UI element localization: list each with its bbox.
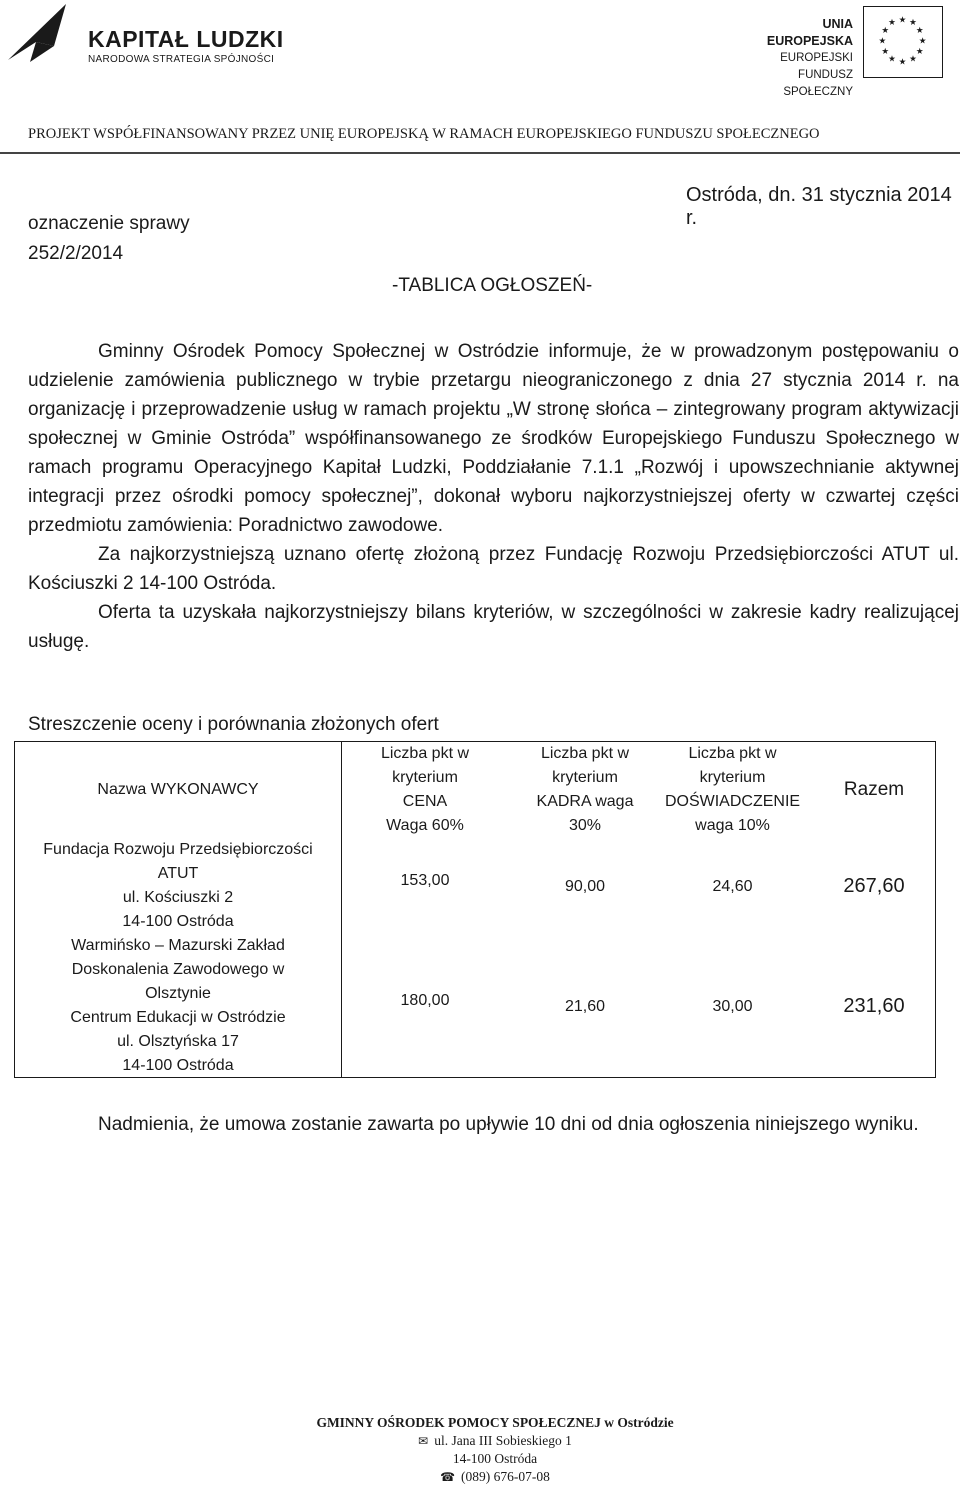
table-row-1-contractor <box>15 838 341 934</box>
eu-flag-icon <box>863 6 943 78</box>
header-staff-line: KADRA waga <box>536 793 634 810</box>
place-date: Ostróda, dn. 31 stycznia 2014 r. <box>686 184 952 229</box>
contractor-name-line: Fundacja Rozwoju Przedsiębiorczości <box>43 841 313 858</box>
summary-title: Streszczenie oceny i porównania złożonych ofert <box>28 714 439 735</box>
row-1-total: 267,60 <box>843 875 905 897</box>
row-2-staff-points: 21,60 <box>564 998 606 1015</box>
board-title: -TABLICA OGŁOSZEŃ- <box>392 275 593 296</box>
svg-text:★: ★ <box>881 46 890 57</box>
svg-text:★: ★ <box>915 46 924 57</box>
contractor-name-line: Olsztynie <box>145 985 211 1002</box>
logo-tagline: NARODOWA STRATEGIA SPÓJNOŚCI <box>88 54 275 65</box>
project-cofinancing-line: PROJEKT WSPÓŁFINANSOWANY PRZEZ UNIĘ EUROPEJSKĄ W RAMACH EUROPEJSKIEGO FUNDUSZU SPOŁECZNEGO <box>28 126 820 142</box>
footer-phone: (089) 676-07-08 <box>461 1469 550 1484</box>
paragraph-decision: Gminny Ośrodek Pomocy Społecznej w Ostródzie informuje, że w prowadzonym postępowaniu o udzielenie zamówienia publicznego w trybie przetargu nieograniczonego z dnia 27 stycznia 2014 r. na organizację i przeprowadzenie usług w ramach projektu „W stronę słońca – zintegrowany program aktywizacji społecznej w Gminie Ostróda” współfinansowanego ze środków Europejskiego Funduszu Społecznego w ramach programu Operacyjnego Kapitał Ludzki, Poddziałanie 7.1.1 „Rozwój i upowszechnianie aktywnej integracji przez ośrodki pomocy społecznej”, dokonał wyboru najkorzystniejszej oferty w czwartej części przedmiotu zamówienia: Poradnictwo zawodowe. <box>28 341 959 536</box>
svg-text:★: ★ <box>918 36 927 47</box>
announcement-body <box>28 337 959 656</box>
contractor-name-line: Warmińsko – Mazurski Zakład <box>71 937 285 954</box>
table-column-divider <box>341 742 342 1077</box>
svg-text:★: ★ <box>888 18 896 29</box>
row-2-total: 231,60 <box>843 995 905 1017</box>
svg-text:★: ★ <box>888 54 896 65</box>
header-price-line: Waga 60% <box>386 817 464 834</box>
header-price-line: kryterium <box>392 769 458 786</box>
contractor-city-line: 14-100 Ostróda <box>122 913 234 930</box>
contractor-address-line: ul. Kościuszki 2 <box>122 889 234 906</box>
header-divider <box>0 152 960 154</box>
svg-text:★: ★ <box>909 54 917 65</box>
phone-icon: ☎ <box>440 1470 456 1484</box>
header-contractor-name: Nazwa WYKONAWCY <box>97 781 259 798</box>
closing-note <box>28 1110 959 1139</box>
eu-logo-line2: EUROPEJSKI <box>780 52 853 64</box>
footer-org-name: GMINNY OŚRODEK POMOCY SPOŁECZNEJ w Ostródzie <box>316 1415 674 1430</box>
kapital-ludzki-mark-icon <box>6 2 68 64</box>
footer-phone-line <box>0 1468 960 1486</box>
header-experience-line: waga 10% <box>695 817 770 834</box>
envelope-icon: ✉ <box>418 1434 429 1448</box>
contractor-name-line: Centrum Edukacji w Ostródzie <box>70 1009 286 1026</box>
footer <box>0 1414 960 1486</box>
eu-logo-line3: FUNDUSZ SPOŁECZNY <box>783 69 853 98</box>
paragraph-justification: Oferta ta uzyskała najkorzystniejszy bilans kryteriów, w szczególności w zakresie kadry realizującej usługę. <box>28 602 959 652</box>
closing-text: Nadmienia, że umowa zostanie zawarta po upływie 10 dni od dnia ogłoszenia niniejszego wyniku. <box>98 1114 919 1135</box>
svg-text:★: ★ <box>881 25 890 36</box>
svg-text:★: ★ <box>898 15 907 26</box>
header-total: Razem <box>843 779 905 800</box>
svg-text:★: ★ <box>915 25 924 36</box>
table-row-2-contractor <box>15 934 341 1078</box>
eu-logo-line1: UNIA EUROPEJSKA <box>766 17 853 48</box>
svg-text:★: ★ <box>878 36 887 47</box>
footer-address: ul. Jana III Sobieskiego 1 <box>434 1433 572 1448</box>
header-staff-line: 30% <box>568 817 602 834</box>
header-experience-line: kryterium <box>699 769 766 786</box>
header-price-points <box>355 742 495 838</box>
footer-address-line <box>0 1432 960 1450</box>
case-label: oznaczenie sprawy <box>28 213 190 234</box>
case-number: 252/2/2014 <box>28 243 124 264</box>
svg-text:★: ★ <box>898 57 907 68</box>
row-2-experience-points: 30,00 <box>712 998 753 1015</box>
header-experience-line: Liczba pkt w <box>688 745 777 762</box>
row-1-price-points: 153,00 <box>400 872 450 889</box>
header-price-line: Liczba pkt w <box>380 745 470 762</box>
row-1-experience-points: 24,60 <box>712 878 753 895</box>
contractor-city-line: 14-100 Ostróda <box>122 1057 234 1074</box>
row-1-staff-points: 90,00 <box>564 878 606 895</box>
row-2-price-points: 180,00 <box>400 992 450 1009</box>
results-table <box>14 741 936 1078</box>
contractor-name-line: Doskonalenia Zawodowego w <box>71 961 285 978</box>
paragraph-winner: Za najkorzystniejszą uznano ofertę złożoną przez Fundację Rozwoju Przedsiębiorczości ATUT ul. Kościuszki 2 14-100 Ostróda. <box>28 544 959 594</box>
kapital-ludzki-logo <box>6 2 296 72</box>
logo-name: KAPITAŁ LUDZKI <box>88 26 284 52</box>
header-experience-points <box>650 742 815 838</box>
header-staff-line: Liczba pkt w <box>540 745 630 762</box>
eu-logo <box>735 6 947 98</box>
header-experience-line: DOŚWIADCZENIE <box>664 793 801 810</box>
header-staff-line: kryterium <box>552 769 618 786</box>
footer-city: 14-100 Ostróda <box>452 1451 538 1466</box>
header-price-line: CENA <box>402 793 448 810</box>
header-staff-points <box>515 742 655 838</box>
contractor-address-line: ul. Olsztyńska 17 <box>117 1033 239 1050</box>
contractor-name-line: ATUT <box>157 865 199 882</box>
svg-text:★: ★ <box>909 18 917 29</box>
eu-logo-text <box>735 16 853 101</box>
